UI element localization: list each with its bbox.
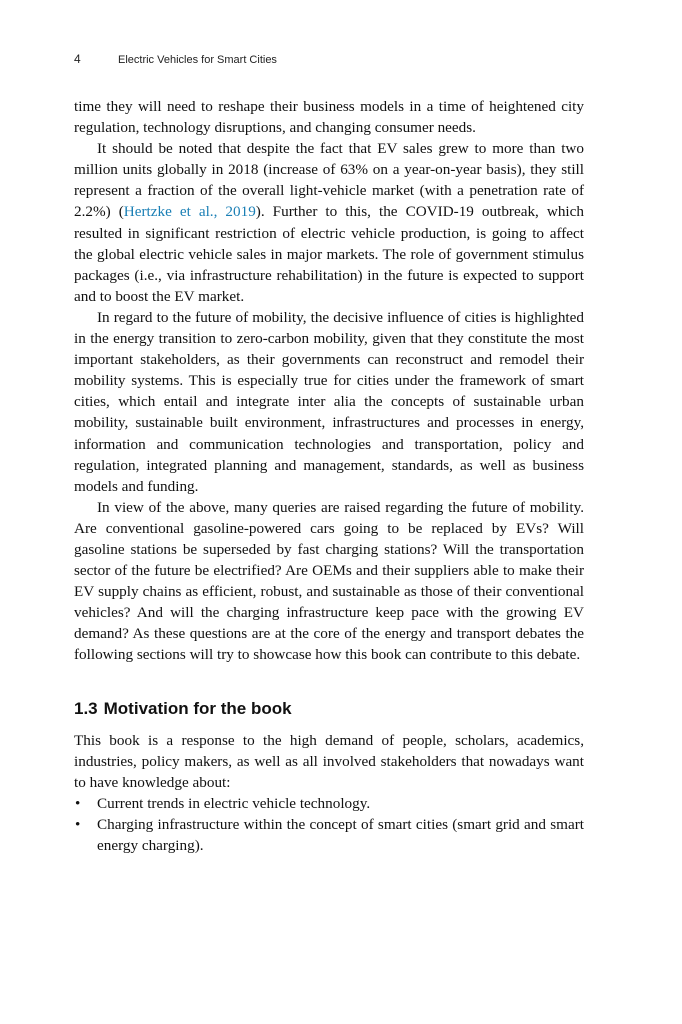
list-item <box>74 793 584 814</box>
paragraph-2-text-before: It should be noted that despite the fact that EV sales grew to more than two million units globally in 2018 (increase of 63% on a year-on-year basis), they still represent a fraction of the overall light-vehicle market (with a penetration rate of 2.2%) ( <box>74 140 584 221</box>
section-heading <box>74 698 584 720</box>
section-number: 1.3 <box>74 698 98 718</box>
list-item-text: Charging infrastructure within the concept of smart cities (smart grid and smart energy charging). <box>97 815 584 854</box>
list-item <box>74 814 584 856</box>
body-text <box>74 96 584 856</box>
section-title: Motivation for the book <box>103 698 292 718</box>
paragraph-2 <box>74 138 584 307</box>
paragraph-3: In regard to the future of mobility, the decisive influence of cities is highlighted in the energy transition to zero-carbon mobility, given that they constitute the most important stakeholders, as their governments can reconstruct and remodel their mobility systems. This is especially true for cities under the framework of smart cities, which entail and integrate inter alia the concepts of sustainable urban mobility, sustainable built environment, infrastructures and processes in energy, information and communication technologies and transportation, policy and regulation, integrated planning and management, standards, as well as business models and funding. <box>74 308 584 495</box>
bullet-icon: • <box>75 815 81 833</box>
paragraph-2-text-after: ). Further to this, the COVID-19 outbreak, which resulted in significant restriction of electric vehicle production, is going to affect the global electric vehicle sales in major markets. The role of government stimulus packages (i.e., via infrastructure rehabilitation) in the future is expected to support and to boost the EV market. <box>74 203 584 305</box>
running-header <box>74 52 277 66</box>
citation-link[interactable]: Hertzke et al., 2019 <box>123 203 256 221</box>
paragraph-4: In view of the above, many queries are raised regarding the future of mobility. Are conventional gasoline-powered cars going to be replaced by EVs? Will gasoline stations be superseded by fast charging stations? Will the transportation sector of the future be electrified? Are OEMs and their suppliers able to make their EV supply chains as efficient, robust, and sustainable as those of their conventional vehicles? And will the charging infrastructure keep pace with the growing EV demand? As these questions are at the core of the energy and transport debates the following sections will try to showcase how this book can contribute to this debate. <box>74 498 584 664</box>
paragraph-1: time they will need to reshape their business models in a time of heightened city regulation, technology disruptions, and changing consumer needs. <box>74 98 584 137</box>
running-title: Electric Vehicles for Smart Cities <box>118 54 277 66</box>
bullet-list <box>74 793 584 856</box>
section-intro: This book is a response to the high demand of people, scholars, academics, industries, policy makers, as well as all involved stakeholders that nowadays want to have knowledge about: <box>74 731 584 791</box>
page-number: 4 <box>74 52 81 66</box>
bullet-icon: • <box>75 794 81 812</box>
list-item-text: Current trends in electric vehicle technology. <box>97 794 371 812</box>
